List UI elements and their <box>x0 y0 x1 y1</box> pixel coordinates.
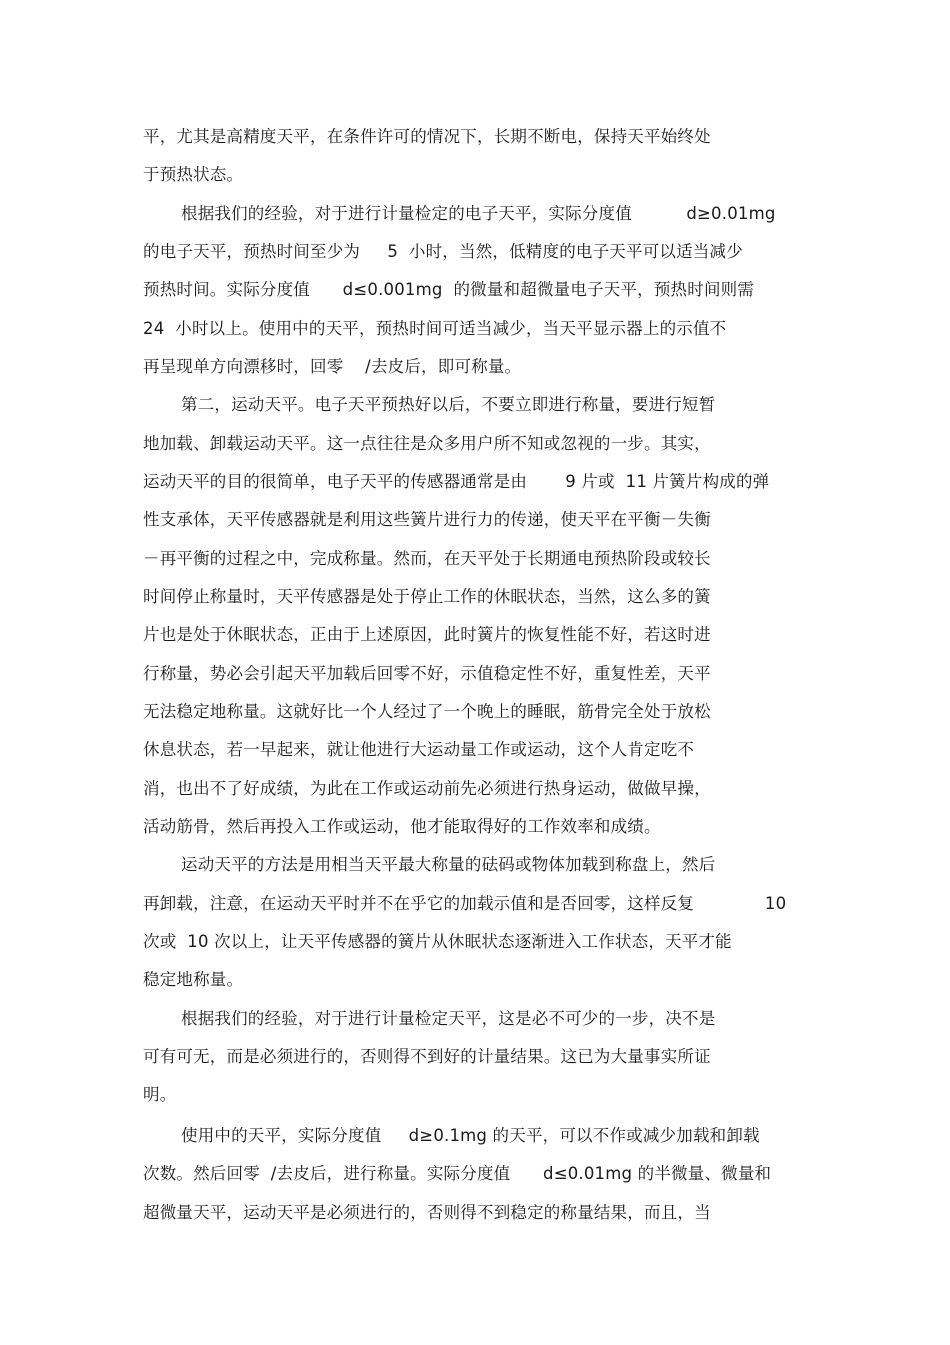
paragraph-first-line: 根据我们的经验，对于进行计量检定天平，这是必不可少的一步，决不是 <box>181 1009 716 1028</box>
text-line: 明。 <box>143 1085 177 1104</box>
text-line: 再呈现单方向漂移时，回零 /去皮后，即可称量。 <box>143 357 522 376</box>
text-line: 行称量，势必会引起天平加载后回零不好，示值稳定性不好，重复性差，天平 <box>143 664 711 683</box>
text-line: 地加载、卸载运动天平。这一点往往是众多用户所不知或忽视的一步。其实， <box>143 434 711 453</box>
paragraph-first-line: 运动天平的方法是用相当天平最大称量的砝码或物体加载到称盘上，然后 <box>181 855 716 874</box>
text-line: 预热时间。实际分度值 d≤0.001mg 的微量和超微量电子天平，预热时间则需 <box>143 280 755 299</box>
text-line: 无法稳定地称量。这就好比一个人经过了一个晚上的睡眠，筋骨完全处于放松 <box>143 702 711 721</box>
text-line: 片也是处于休眠状态，正由于上述原因，此时簧片的恢复性能不好，若这时进 <box>143 625 711 644</box>
text-line: 休息状态，若一早起来，就让他进行大运动量工作或运动，这个人肯定吃不 <box>143 740 695 759</box>
text-line: 次数。然后回零 /去皮后，进行称量。实际分度值 d≤0.01mg 的半微量、微量和 <box>143 1164 772 1183</box>
text-line: 次或 10 次以上，让天平传感器的簧片从休眠状态逐渐进入工作状态，天平才能 <box>143 932 732 951</box>
paragraph-first-line: 使用中的天平，实际分度值 d≥0.1mg 的天平，可以不作或减少加载和卸载 <box>181 1126 760 1145</box>
text-line: 运动天平的目的很简单，电子天平的传感器通常是由 9 片或 11 片簧片构成的弹 <box>143 472 770 491</box>
text-line: 24 小时以上。使用中的天平，预热时间可适当减少，当天平显示器上的示值不 <box>143 319 727 338</box>
paragraph-first-line: 第二，运动天平。电子天平预热好以后，不要立即进行称量，要进行短暂 <box>181 395 716 414</box>
text-line: 超微量天平，运动天平是必须进行的，否则得不到稳定的称量结果，而且，当 <box>143 1203 711 1222</box>
text-line: －再平衡的过程之中，完成称量。然而，在天平处于长期通电预热阶段或较长 <box>143 549 711 568</box>
paragraph-first-line: 根据我们的经验，对于进行计量检定的电子天平，实际分度值 d≥0.01mg <box>181 204 776 223</box>
text-line: 的电子天平，预热时间至少为 5 小时，当然，低精度的电子天平可以适当减少 <box>143 242 743 261</box>
text-line: 稳定地称量。 <box>143 970 244 989</box>
text-line: 平，尤其是高精度天平，在条件许可的情况下，长期不断电，保持天平始终处 <box>143 127 711 146</box>
text-line: 性支承体，天平传感器就是利用这些簧片进行力的传递，使天平在平衡－失衡 <box>143 510 711 529</box>
text-line: 消，也出不了好成绩，为此在工作或运动前先必须进行热身运动，做做早操， <box>143 779 711 798</box>
text-line: 再卸载，注意，在运动天平时并不在乎它的加载示值和是否回零，这样反复 10 <box>143 894 787 913</box>
text-line: 可有可无，而是必须进行的，否则得不到好的计量结果。这已为大量事实所证 <box>143 1047 711 1066</box>
text-line: 于预热状态。 <box>143 165 244 184</box>
text-line: 活动筋骨，然后再投入工作或运动，他才能取得好的工作效率和成绩。 <box>143 817 661 836</box>
text-line: 时间停止称量时，天平传感器是处于停止工作的休眠状态，当然，这么多的簧 <box>143 587 711 606</box>
